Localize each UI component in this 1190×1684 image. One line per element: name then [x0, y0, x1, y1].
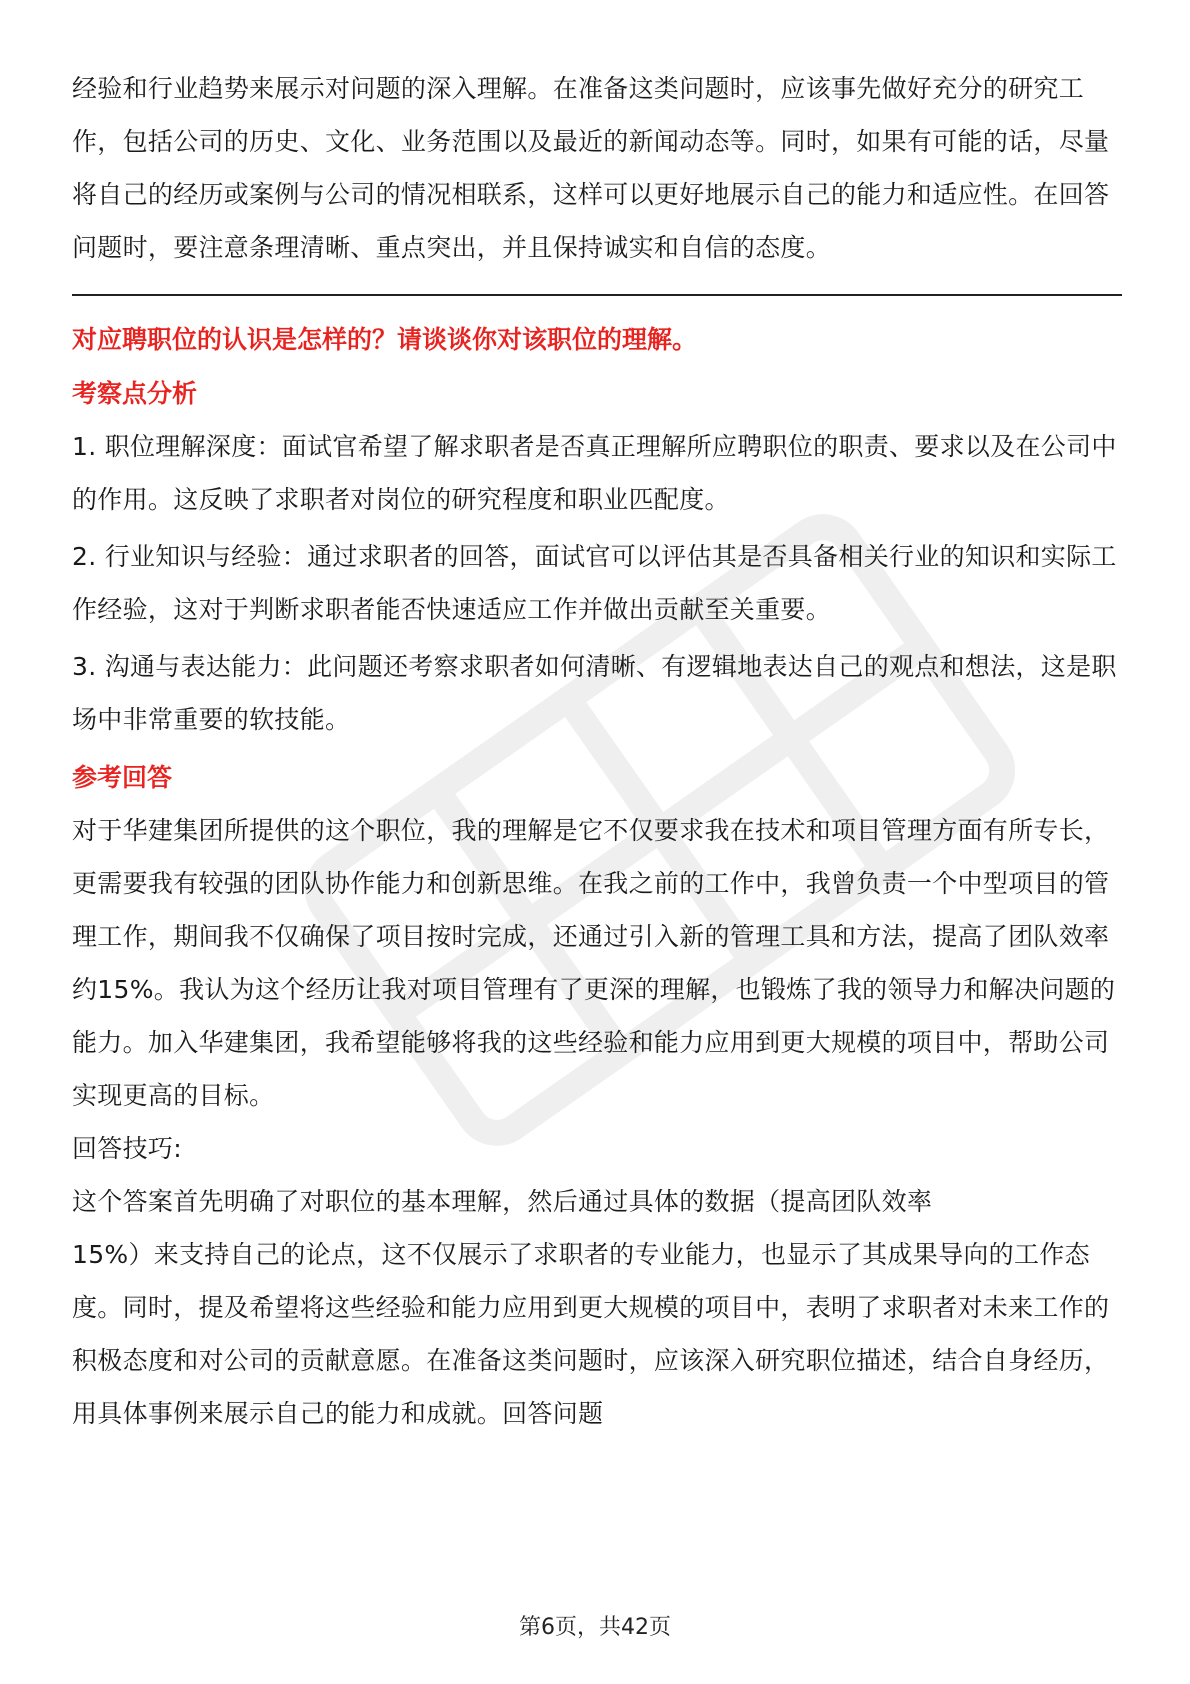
reference-heading: 参考回答	[72, 763, 173, 792]
tips-line-1: 这个答案首先明确了对职位的基本理解，然后通过具体的数据（提高团队效率	[72, 1187, 933, 1216]
intro-paragraph: 经验和行业趋势来展示对问题的深入理解。在准备这类问题时，应该事先做好充分的研究工作，包括公司的历史、文化、业务范围以及最近的新闻动态等。同时，如果有可能的话，尽量将自己的经历或案例与公司的情况相联系，这样可以更好地展示自己的能力和适应性。在回答问题时，要注意条理清晰、重点突出，并且保持诚实和自信的态度。	[72, 74, 1110, 262]
reference-answer: 对于华建集团所提供的这个职位，我的理解是它不仅要求我在技术和项目管理方面有所专长，更需要我有较强的团队协作能力和创新思维。在我之前的工作中，我曾负责一个中型项目的管理工作，期间我不仅确保了项目按时完成，还通过引入新的管理工具和方法，提高了团队效率约15%。我认为这个经历让我对项目管理有了更深的理解，也锻炼了我的领导力和解决问题的能力。加入华建集团，我希望能够将我的这些经验和能力应用到更大规模的项目中，帮助公司实现更高的目标。	[72, 816, 1116, 1110]
tips-body: 15%）来支持自己的论点，这不仅展示了求职者的专业能力，也显示了其成果导向的工作态度。同时，提及希望将这些经验和能力应用到更大规模的项目中，表明了求职者对未来工作的积极态度和对公司的贡献意愿。在准备这类问题时，应该深入研究职位描述，结合自身经历，用具体事例来展示自己的能力和成就。回答问题	[72, 1240, 1110, 1428]
question-title: 对应聘职位的认识是怎样的？请谈谈你对该职位的理解。	[72, 325, 698, 354]
section-divider	[72, 294, 1122, 296]
tips-label: 回答技巧:	[72, 1134, 182, 1163]
page-number: 第6页，共42页	[519, 1615, 671, 1640]
analysis-heading: 考察点分析	[72, 379, 198, 408]
main-content	[72, 62, 1122, 1440]
analysis-item: 2. 行业知识与经验：通过求职者的回答，面试官可以评估其是否具备相关行业的知识和实际工作经验，这对于判断求职者能否快速适应工作并做出贡献至关重要。	[72, 542, 1117, 624]
analysis-item: 1. 职位理解深度：面试官希望了解求职者是否真正理解所应聘职位的职责、要求以及在公司中的作用。这反映了求职者对岗位的研究程度和职业匹配度。	[72, 432, 1117, 514]
analysis-item: 3. 沟通与表达能力：此问题还考察求职者如何清晰、有逻辑地表达自己的观点和想法，这是职场中非常重要的软技能。	[72, 652, 1117, 734]
